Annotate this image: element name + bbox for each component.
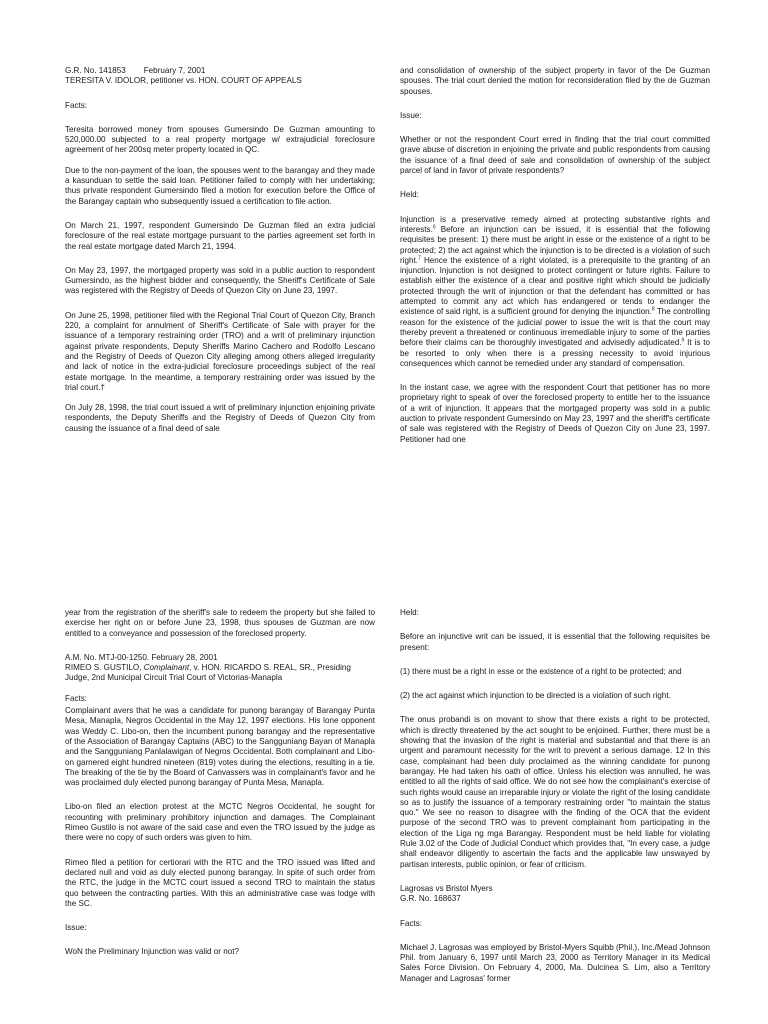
case1-facts-paragraph: Due to the non-payment of the loan, the spouses went to the barangay and they made a kasunduan to settle the said loan. Petitioner failed to comply with her undertaking; thus private respondent Gumersindo filed a motion for execution before the Office of the Barangay captain who subsequently issued a certification to file action. <box>65 165 375 206</box>
case1-issue-label: Issue: <box>400 110 422 120</box>
footnote-marker: 8 <box>651 306 655 313</box>
case1-held-paragraph: Injunction is a preservative remedy aimed at protecting substantive rights and interests.$^6$ Before an injunction can be issued, it is essential that the following requisites be present: 1) there must be aright in esse or the existence of a right to be protected; 2) the act against which the injunction is to be directed is a violation of such right.$^7$ Hence the existence of a right violated, is a prerequisite to the granting of an injunction. Injunction is not designed to protect contingent or future rights. Failure to establish either the existence of a clear and positive right which should be judicially protected through the writ of injunction or that the defendant has committed or has attempted to commit any act which has endangered or tends to endanger the existence of said right, is a sufficient ground for denying the injunction.$^8$ The controlling reason for the existence of the judicial power to issue the writ is that the court may thereby prevent a threatened or continuous irremediable injury to some of the parties before their claims can be thoroughly investigated and advisedly adjudicated.$^9$ It is to be resorted to only when there is a pressing necessity to avoid injurious consequences which cannot be remedied under any standard of compensation. <box>400 214 710 368</box>
case2-facts-paragraph: Complainant avers that he was a candidate for punong barangay of Barangay Punta Mesa, Manapla, Negros Occidental in the May 12, 1997 elections. His lone opponent was Weddy C. Libo-on, then the incumbent punong barangay and the representative of the Association of Barangay Captains (ABC) to the Sangguniang Bayan of Manapla and the Sangguniang Panlalawigan of Negros Occidental. Both complainant and Libo-on garnered eight hundred nineteen (819) votes during the elections, resulting in a tie. The breaking of the tie by the Board of Canvassers was in complainant's favor and he was proclaimed duly elected punong barangay of Punta Mesa, Manapla. <box>65 706 375 788</box>
case2-facts-label: Facts: <box>65 693 88 703</box>
case3-facts-paragraph: Michael J. Lagrosas was employed by Bristol-Myers Squibb (Phil.), Inc./Mead Johnson Phil. from January 6, 1997 until March 23, 2000 as Territory Manager in its Medical Sales Force Division. On February 4, 2000, Ma. Dulcinea S. Lim, also a Territory Manager and Lagrosas' former <box>400 942 710 983</box>
case1-gr-number: G.R. No. 141853 February 7, 2001 <box>65 66 206 75</box>
case2-header <box>65 653 375 684</box>
case1-facts-paragraph: Teresita borrowed money from spouses Gumersindo De Guzman amounting to 520,000.00 subjected to a real property mortgage w/ extrajudicial foreclosure agreement of her 200sq meter property located in QC. <box>65 124 375 155</box>
footnote-marker: 6 <box>432 224 436 231</box>
case1-facts-paragraph: On July 28, 1998, the trial court issued a writ of preliminary injunction enjoining private respondents, the Deputy Sheriffs and the Registry of Deeds of Quezon City from causing the issuance of a final deed of sale <box>65 403 375 433</box>
column-bottom-right <box>400 608 710 994</box>
case2-issue-label: Issue: <box>65 923 87 933</box>
case2-parties: RIMEO S. GUSTILO, Complainant, v. HON. RICARDO S. REAL, SR., Presiding Judge, 2nd Municipal Circuit Trial Court of Victorias-Manapla <box>65 663 351 683</box>
case1-header <box>65 66 375 87</box>
case1-held-paragraph: In the instant case, we agree with the respondent Court that petitioner has no more proprietary right to speak of over the foreclosed property to entitle her to the issuance of a writ of injunction. It appears that the mortgaged property was sold in a public auction to private respondent Gumersindo on May 23, 1997 and the sheriff's certificate of sale was registered with the Registry of Deeds of Quezon City on June 23, 1997. Petitioner had one <box>400 383 710 444</box>
footnote-marker: 7 <box>418 255 421 262</box>
case2-facts-paragraph: Libo-on filed an election protest at the MCTC Negros Occidental, he sought for recounting with preliminary prohibitory injunction and damages. The Complainant Rimeo Gustilo is not aware of the said case and even the TRO issued by the judge as there were no copy of such orders was given to him. <box>65 802 375 843</box>
case1-facts-continued: and consolidation of ownership of the subject property in favor of the De Guzman spouses. The trial court denied the motion for reconsideration filed by the de Guzman spouses. <box>400 66 710 96</box>
case1-held-label: Held: <box>400 190 419 200</box>
case2-held-requisite: (1) there must be a right in esse or the existence of a right to be protected; and <box>400 666 682 676</box>
case1-facts-paragraph: On March 21, 1997, respondent Gumersindo De Guzman filed an extra judicial foreclosure of the real estate mortgage pursuant to the parties agreement set forth in the real estate mortgage dated March 21, 1994. <box>65 220 375 251</box>
case1-parties: TERESITA V. IDOLOR, petitioner vs. HON. COURT OF APPEALS <box>65 76 302 86</box>
column-bottom-left <box>65 608 375 968</box>
column-top-left <box>65 66 375 444</box>
case2-held-paragraph: The onus probandi is on movant to show that there exists a right to be protected, which is directly threatened by the act sought to be enjoined. Further, there must be a showing that the invasion of the right is material and substantial and that there is an urgent and paramount necessity for the writ to prevent a serious damage. 12 In this case, complainant had been duly proclaimed as the winning candidate for punong barangay. He had taken his oath of office. Unless his election was annulled, he was entitled to all the rights of said office. We do not see how the complainant's exercise of such rights would cause an irreparable injury or violate the right of the losing candidate so as to justify the issuance of a temporary restraining order "to maintain the status quo." We see no reason to disagree with the finding of the OCA that the evident purpose of the second TRO was to prevent complainant from participating in the election of the Liga ng mga Barangay. Respondent must be held liable for violating Rule 3.02 of the Code of Judicial Conduct which provides that, "In every case, a judge shall endeavor diligently to ascertain the facts and the applicable law unswayed by partisan interests, public opinion, or fear of criticism. <box>400 715 710 869</box>
case3-gr-number: G.R. No. 168637 <box>400 894 461 904</box>
case3-facts-label: Facts: <box>400 918 423 928</box>
case2-issue: WoN the Preliminary Injunction was valid or not? <box>65 947 239 957</box>
case2-am-number: A.M. No. MTJ-00-1250. February 28, 2001 <box>65 652 218 662</box>
case1-facts-paragraph: On June 25, 1998, petitioner filed with the Regional Trial Court of Quezon City, Branch 220, a complaint for annulment of Sheriff's Certificate of Sale with prayer for the issuance of a temporary restraining order (TRO) and a writ of preliminary injunction against private respondents, Deputy Sheriffs Marino Cachero and Rodolfo Lescano and the Registry of Deeds of Quezon City alleging among others alleged irregularity and lack of notice in the extra-judicial foreclosure proceedings subject of the real estate mortgage. In the meantime, a temporary restraining order was issued by the trial court.† <box>65 310 375 392</box>
footnote-marker: 9 <box>681 337 685 344</box>
case1-held-continued: year from the registration of the sheriff's sale to redeem the property but she failed to exercise her right on or before June 23, 1998, thus spouses de Guzman are now entitled to a conveyance and possession of the foreclosed property. <box>65 608 375 638</box>
case3-header <box>400 884 710 905</box>
case3-title: Lagrosas vs Bristol Myers <box>400 883 493 893</box>
case2-held-label: Held: <box>400 608 419 617</box>
case2-held-requisite: (2) the act against which injunction to be directed is a violation of such right. <box>400 691 671 701</box>
case2-held-paragraph: Before an injunctive writ can be issued, it is essential that the following requisites be present: <box>400 632 710 652</box>
case1-facts-paragraph: On May 23, 1997, the mortgaged property was sold in a public auction to respondent Gumersindo, as the highest bidder and consequently, the Sheriff's Certificate of Sale was registered with the Registry of Deeds of Quezon City on June 23, 1997. <box>65 265 375 296</box>
column-top-right <box>400 66 710 455</box>
case2-facts-paragraph: Rimeo filed a petition for certiorari with the RTC and the TRO issued was lifted and declared null and void as duly elected punong barangay. In spite of such order from the RTC, the judge in the MCTC court issued a second TRO to maintain the status quo between the contracting parties. With this an administrative case was lodge with the SC. <box>65 857 375 908</box>
case1-facts-label: Facts: <box>65 100 88 110</box>
case1-issue: Whether or not the respondent Court erred in finding that the trial court committed grave abuse of discretion in enjoining the private and public respondents from causing the issuance of a final deed of sale and consolidation of ownership of the subject parcel of land in favor of private respondents? <box>400 135 710 176</box>
